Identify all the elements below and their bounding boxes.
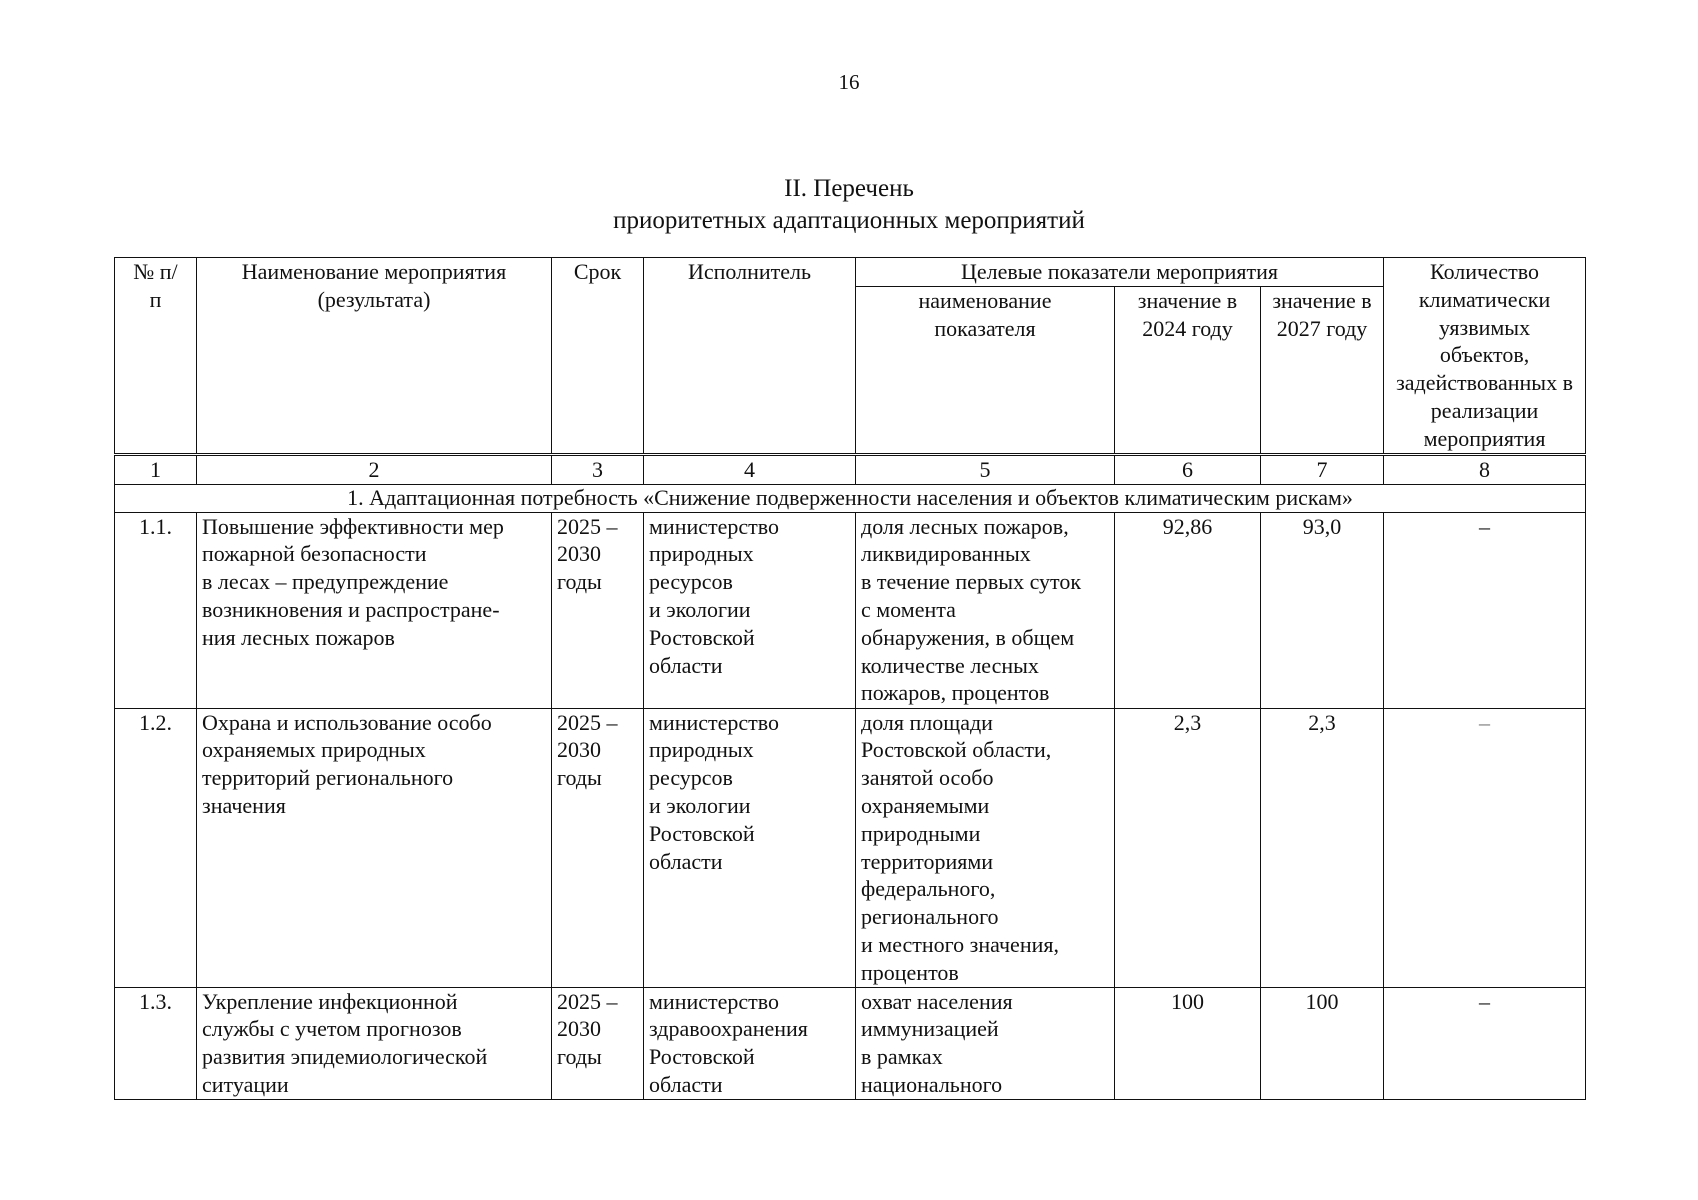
table-row <box>115 708 1586 987</box>
indicator-name: доля лесных пожаров, ликвидированных в течение первых суток с момента обнаружения, в общем количестве лесных пожаров, процентов <box>856 512 1115 708</box>
measures-table <box>114 257 1586 1100</box>
header-targets-group: Целевые показатели мероприятия <box>856 258 1384 287</box>
measure-executor: министерство здравоохранения Ростовской области <box>644 987 856 1099</box>
measure-executor: министерство природных ресурсов и экологии Ростовской области <box>644 512 856 708</box>
value-2024: 92,86 <box>1115 512 1261 708</box>
header-vulnerable-objects: Количество климатически уязвимых объектов, задействованных в реализации мероприятия <box>1384 258 1586 455</box>
measure-executor: министерство природных ресурсов и экологии Ростовской области <box>644 708 856 987</box>
column-number: 4 <box>644 454 856 484</box>
column-number: 6 <box>1115 454 1261 484</box>
value-2027: 2,3 <box>1261 708 1384 987</box>
measure-term: 2025 – 2030 годы <box>552 708 644 987</box>
page-number: 16 <box>838 70 860 94</box>
row-number: 1.3. <box>115 987 197 1099</box>
table-row <box>115 512 1586 708</box>
header-name: Наименование мероприятия (результата) <box>197 258 552 455</box>
title-line-2: приоритетных адаптационных мероприятий <box>613 207 1085 234</box>
header-value-2024: значение в 2024 году <box>1115 287 1261 455</box>
column-number-row <box>115 454 1586 484</box>
header-term: Срок <box>552 258 644 455</box>
measure-term: 2025 – 2030 годы <box>552 512 644 708</box>
measure-name: Охрана и использование особо охраняемых природных территорий регионального значения <box>197 708 552 987</box>
measure-name: Повышение эффективности мер пожарной безопасности в лесах – предупреждение возникновения и распростране- ния лесных пожаров <box>197 512 552 708</box>
vulnerable-objects-count: – <box>1384 512 1586 708</box>
title-line-1: II. Перечень <box>784 175 914 202</box>
measure-name: Укрепление инфекционной службы с учетом прогнозов развития эпидемиологической ситуации <box>197 987 552 1099</box>
vulnerable-objects-count: – <box>1384 987 1586 1099</box>
row-number: 1.2. <box>115 708 197 987</box>
value-2024: 100 <box>1115 987 1261 1099</box>
value-2027: 93,0 <box>1261 512 1384 708</box>
column-number: 1 <box>115 454 197 484</box>
header-num: № п/п <box>115 258 197 455</box>
indicator-name: доля площади Ростовской области, занятой особо охраняемыми природными территориями федерального, регионального и местного значения, процентов <box>856 708 1115 987</box>
header-executor: Исполнитель <box>644 258 856 455</box>
column-number: 2 <box>197 454 552 484</box>
indicator-name: охват населения иммунизацией в рамках национального <box>856 987 1115 1099</box>
row-number: 1.1. <box>115 512 197 708</box>
measure-term: 2025 – 2030 годы <box>552 987 644 1099</box>
column-number: 8 <box>1384 454 1586 484</box>
header-row <box>115 258 1586 287</box>
column-number: 5 <box>856 454 1115 484</box>
value-2024: 2,3 <box>1115 708 1261 987</box>
table-row <box>115 987 1586 1099</box>
header-value-2027: значение в 2027 году <box>1261 287 1384 455</box>
section-heading: 1. Адаптационная потребность «Снижение подверженности населения и объектов климатическим рискам» <box>115 484 1586 512</box>
header-indicator-name: наименование показателя <box>856 287 1115 455</box>
section-heading-row <box>115 484 1586 512</box>
document-title <box>0 173 1698 237</box>
vulnerable-objects-count: – <box>1384 708 1586 987</box>
column-number: 7 <box>1261 454 1384 484</box>
column-number: 3 <box>552 454 644 484</box>
value-2027: 100 <box>1261 987 1384 1099</box>
